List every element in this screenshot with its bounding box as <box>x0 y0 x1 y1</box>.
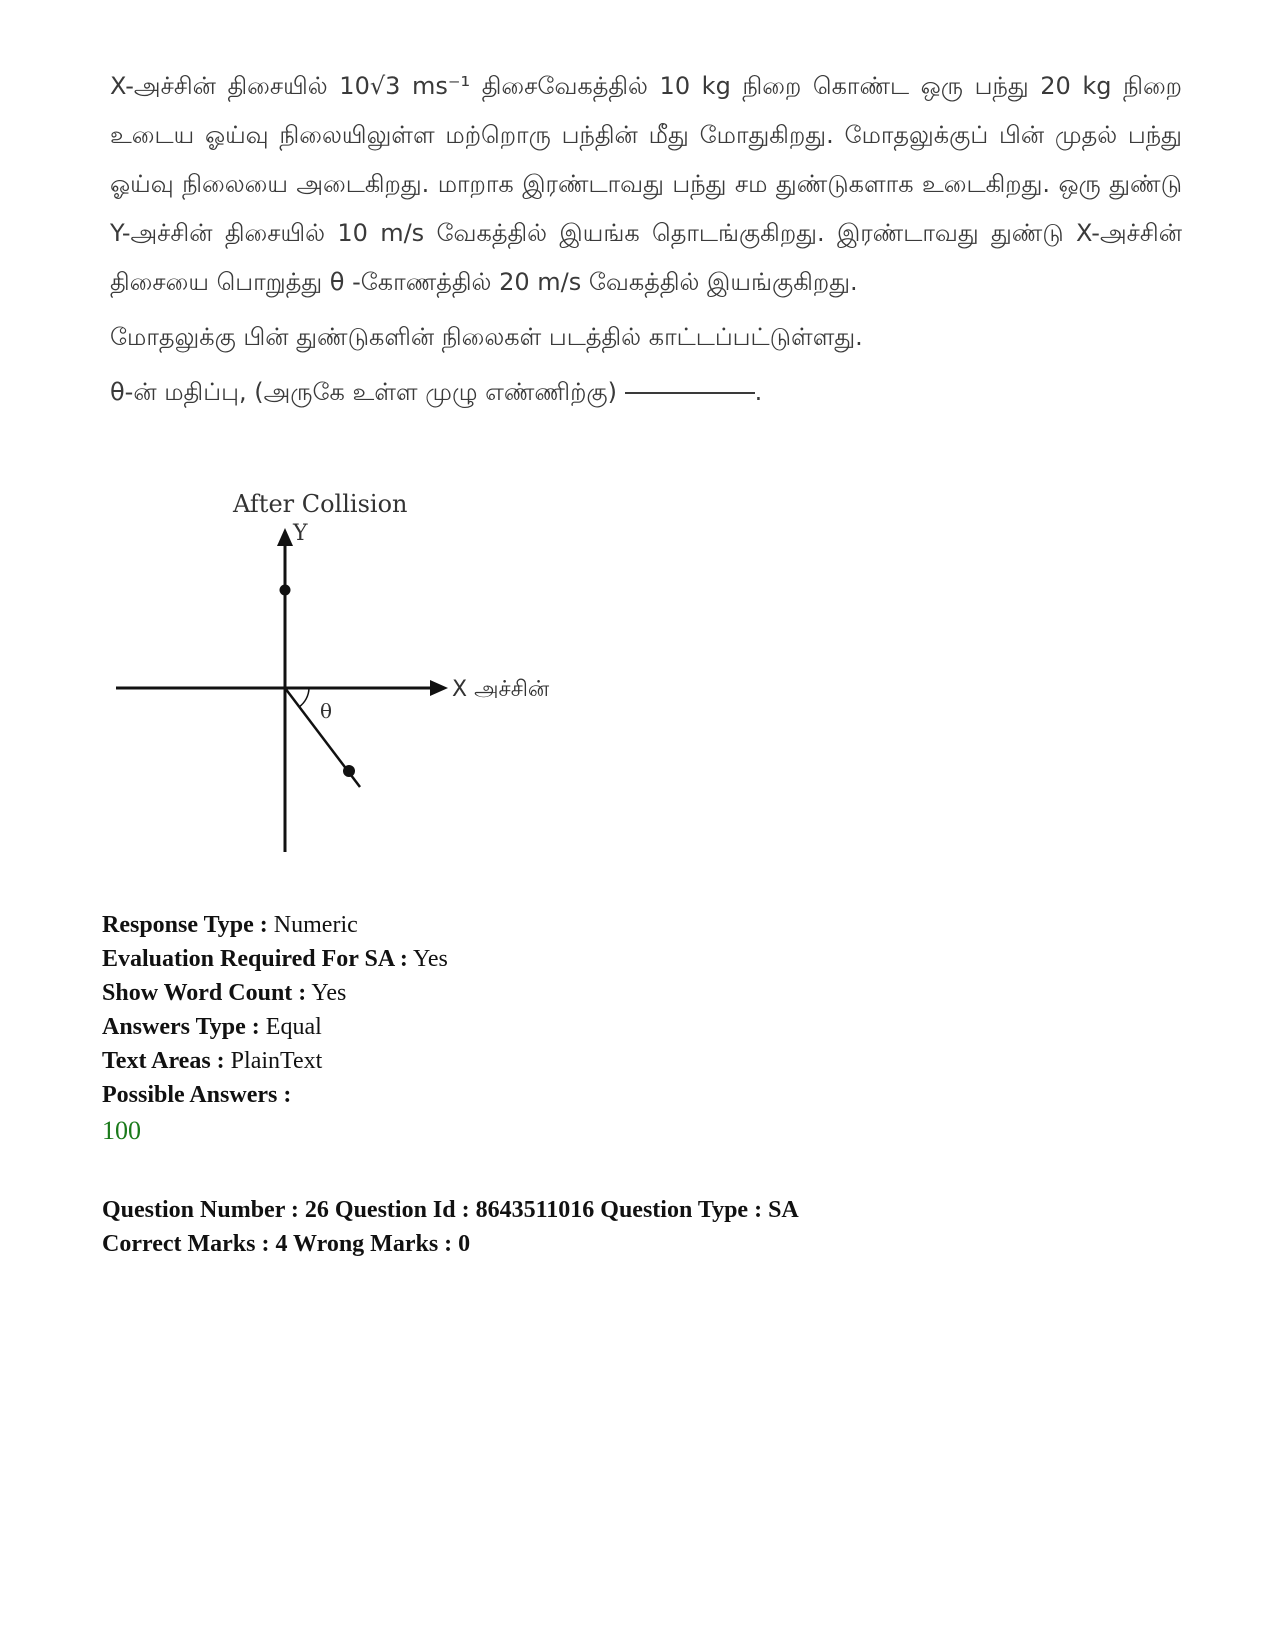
collision-diagram <box>100 520 600 890</box>
question-figure-note: மோதலுக்கு பின் துண்டுகளின் நிலைகள் படத்தில் காட்டப்பட்டுள்ளது. <box>110 323 863 351</box>
angle-label: θ <box>320 699 333 723</box>
fragment-angle-dot <box>343 765 355 777</box>
text-areas-row <box>102 1044 448 1078</box>
angle-arc <box>299 688 309 707</box>
question-prompt: θ-ன் மதிப்பு, (அருகே உள்ள முழு எண்ணிற்கு) . <box>110 378 763 406</box>
meta-key: Answers Type : <box>102 1014 260 1040</box>
figure-title: After Collision <box>233 490 408 518</box>
question-prompt-text: θ-ன் மதிப்பு, (அருகே உள்ள முழு எண்ணிற்கு) <box>110 378 617 406</box>
meta-value: Yes <box>311 980 347 1006</box>
question-text <box>110 62 1182 417</box>
y-axis-label: Y <box>293 521 308 546</box>
meta-value: Yes <box>412 946 448 972</box>
possible-answers-row <box>102 1078 448 1112</box>
possible-answer-value: 100 <box>102 1116 141 1145</box>
x-axis-label: X அச்சின் <box>452 677 550 702</box>
answer-blank <box>625 392 755 394</box>
answers-type-row <box>102 1010 448 1044</box>
response-type-row <box>102 908 448 942</box>
marks-line: Correct Marks : 4 Wrong Marks : 0 <box>102 1231 471 1257</box>
meta-key: Possible Answers : <box>102 1082 292 1108</box>
fragment-y-dot <box>280 585 291 596</box>
evaluation-row <box>102 942 448 976</box>
meta-value: Equal <box>265 1014 322 1040</box>
y-axis-arrowhead <box>277 528 293 546</box>
x-axis-arrowhead <box>430 680 448 696</box>
question-number-line: Question Number : 26 Question Id : 8643511016 Question Type : SA <box>102 1197 799 1223</box>
meta-value: PlainText <box>230 1048 323 1074</box>
meta-key: Response Type : <box>102 912 268 938</box>
meta-key: Evaluation Required For SA : <box>102 946 408 972</box>
question-meta <box>102 908 448 1148</box>
meta-value: Numeric <box>273 912 358 938</box>
meta-key: Show Word Count : <box>102 980 307 1006</box>
question-paragraph: X-அச்சின் திசையில் 10√3 ms⁻¹ திசைவேகத்தில் 10 kg நிறை கொண்ட ஒரு பந்து 20 kg நிறை உடைய ஓய்வு நிலையிலுள்ள மற்றொரு பந்தின் மீது மோதுகிறது. மோதலுக்குப் பின் முதல் பந்து ஓய்வு நிலையை அடைகிறது. மாறாக இரண்டாவது பந்து சம துண்டுகளாக உடைகிறது. ஒரு துண்டு Y-அச்சின் திசையில் 10 m/s வேகத்தில் இயங்க தொடங்குகிறது. இரண்டாவது துண்டு X-அச்சின் திசையை பொறுத்து θ -கோணத்தில் 20 m/s வேகத்தில் இயங்குகிறது. <box>110 72 1182 296</box>
next-question-header <box>102 1193 799 1261</box>
word-count-row <box>102 976 448 1010</box>
meta-key: Text Areas : <box>102 1048 225 1074</box>
